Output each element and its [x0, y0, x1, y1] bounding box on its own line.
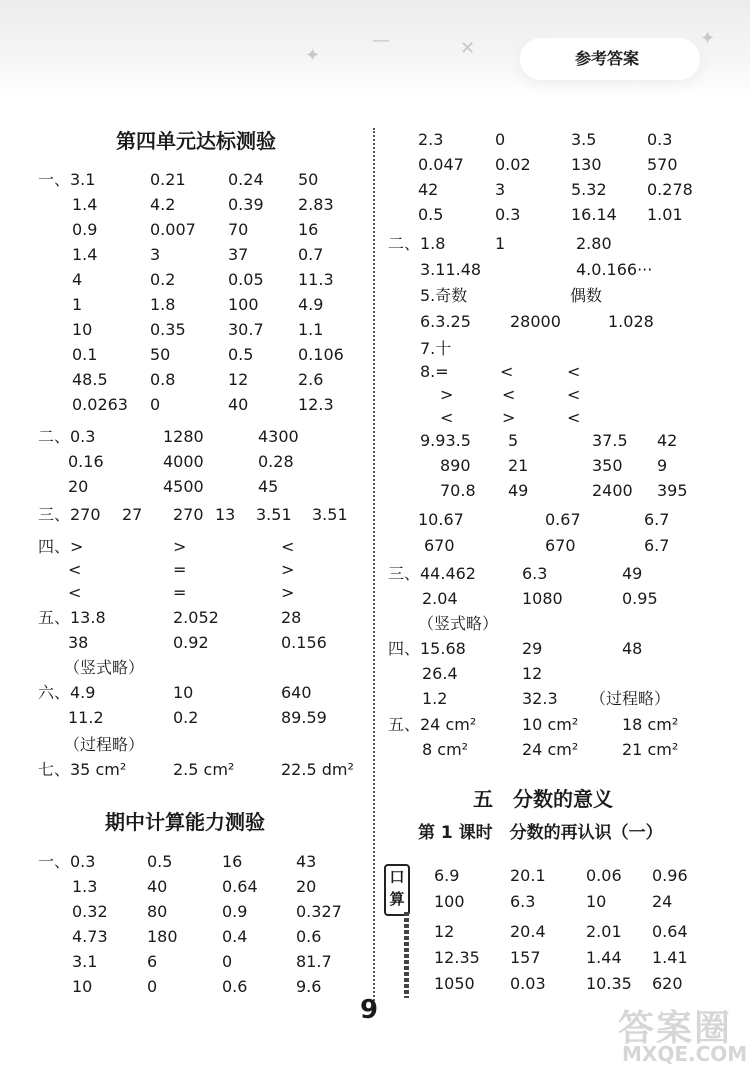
- right-answer-cell: 70.8: [440, 481, 476, 500]
- unit4-answer-cell: 38: [68, 633, 89, 652]
- unit4-answer-cell: 45: [258, 477, 279, 496]
- unit4-answer-cell: 28: [281, 608, 302, 627]
- unit4-answer-cell: 12: [228, 370, 249, 389]
- right-answer-cell: 1: [495, 234, 506, 253]
- unit4-answer-cell: 0.92: [173, 633, 209, 652]
- right-answer-cell: 37.5: [592, 431, 628, 450]
- right-answer-cell: 0.3: [495, 205, 521, 224]
- dotted-bar: [404, 912, 409, 998]
- unit4-answer-cell: 11.2: [68, 708, 104, 727]
- fraction-answer-cell: 1.44: [586, 948, 622, 967]
- unit4-answer-cell: 4.9: [298, 295, 324, 314]
- right-answer-cell: 3.11.48: [420, 260, 482, 279]
- unit4-answer-cell: 40: [228, 395, 249, 414]
- right-answer-cell: <: [500, 362, 514, 381]
- mental-math-badge: 口算: [384, 864, 410, 916]
- right-answer-cell: 二、1.8: [388, 234, 446, 253]
- midterm-answer-cell: 0.6: [222, 977, 248, 996]
- section-title-fractions: 五 分数的意义: [473, 787, 613, 811]
- right-answer-cell: 2.80: [576, 234, 612, 253]
- right-answer-cell: 350: [592, 456, 623, 475]
- unit4-answer-cell: 4.2: [150, 195, 176, 214]
- midterm-answer-cell: 4.73: [72, 927, 108, 946]
- midterm-answer-cell: 10: [72, 977, 93, 996]
- fraction-answer-cell: 0.64: [652, 922, 688, 941]
- right-answer-cell: 2.3: [418, 130, 444, 149]
- unit4-answer-cell: 16: [298, 220, 319, 239]
- unit4-answer-cell: 70: [228, 220, 249, 239]
- right-answer-cell: 1.028: [608, 312, 654, 331]
- unit4-answer-cell: 0.5: [228, 345, 254, 364]
- right-answer-cell: <: [502, 385, 516, 404]
- unit4-answer-cell: >: [281, 560, 295, 579]
- unit4-answer-cell: （过程略）: [64, 735, 145, 754]
- midterm-answer-cell: 43: [296, 852, 317, 871]
- unit4-answer-cell: 10: [173, 683, 194, 702]
- unit4-answer-cell: 10: [72, 320, 93, 339]
- fraction-answer-cell: 2.01: [586, 922, 622, 941]
- right-answer-cell: <: [567, 362, 581, 381]
- right-answer-cell: （过程略）: [590, 689, 671, 708]
- unit4-answer-cell: 七、35 cm²: [38, 760, 127, 779]
- fraction-answer-cell: 6.9: [434, 866, 460, 885]
- unit4-answer-cell: 50: [298, 170, 319, 189]
- unit4-answer-cell: 3.51: [312, 505, 348, 524]
- unit4-answer-cell: 48.5: [72, 370, 108, 389]
- unit4-answer-cell: 12.3: [298, 395, 334, 414]
- right-answer-cell: 32.3: [522, 689, 558, 708]
- right-answer-cell: 8.=: [420, 362, 449, 381]
- right-answer-cell: 1.01: [647, 205, 683, 224]
- right-answer-cell: 130: [571, 155, 602, 174]
- right-answer-cell: 5.32: [571, 180, 607, 199]
- right-answer-cell: 5: [508, 431, 519, 450]
- midterm-answer-cell: 一、0.3: [38, 852, 96, 871]
- right-answer-cell: 395: [657, 481, 688, 500]
- sparkle-icon: ✦: [305, 45, 321, 66]
- right-answer-cell: 1.2: [422, 689, 448, 708]
- fraction-answer-cell: 0.06: [586, 866, 622, 885]
- right-answer-cell: 1080: [522, 589, 563, 608]
- fraction-answer-cell: 1.41: [652, 948, 688, 967]
- unit4-answer-cell: 0.39: [228, 195, 264, 214]
- midterm-answer-cell: 0.32: [72, 902, 108, 921]
- right-answer-cell: 49: [622, 564, 643, 583]
- unit4-answer-cell: 1: [72, 295, 83, 314]
- right-answer-cell: 3: [495, 180, 506, 199]
- unit4-answer-cell: 一、3.1: [38, 170, 96, 189]
- unit4-answer-cell: 270: [173, 505, 204, 524]
- unit4-answer-cell: 0.28: [258, 452, 294, 471]
- right-answer-cell: 0.5: [418, 205, 444, 224]
- midterm-answer-cell: 0: [222, 952, 233, 971]
- right-answer-cell: 2.04: [422, 589, 458, 608]
- answer-label: 参考答案: [574, 49, 639, 68]
- unit4-answer-cell: <: [281, 537, 295, 556]
- unit4-answer-cell: >: [173, 537, 187, 556]
- dash-decoration: —: [372, 30, 390, 51]
- fraction-answer-cell: 10: [586, 892, 607, 911]
- right-answer-cell: 10.67: [418, 510, 464, 529]
- fraction-answer-cell: 0.96: [652, 866, 688, 885]
- right-answer-cell: 21: [508, 456, 529, 475]
- unit4-answer-cell: 4300: [258, 427, 299, 446]
- unit4-answer-cell: 1.8: [150, 295, 176, 314]
- unit4-answer-cell: 3: [150, 245, 161, 264]
- right-answer-cell: 570: [647, 155, 678, 174]
- unit4-answer-cell: 五、13.8: [38, 608, 106, 627]
- unit4-answer-cell: 3.51: [256, 505, 292, 524]
- unit4-answer-cell: >: [281, 583, 295, 602]
- fraction-answer-cell: 20.4: [510, 922, 546, 941]
- right-answer-cell: 4.0.166···: [576, 260, 653, 279]
- watermark-url: MXQE.COM: [622, 1042, 748, 1066]
- unit4-answer-cell: 0.2: [173, 708, 199, 727]
- right-answer-cell: 0.02: [495, 155, 531, 174]
- section-title-midterm: 期中计算能力测验: [105, 810, 265, 834]
- right-answer-cell: 2400: [592, 481, 633, 500]
- column-divider: [373, 128, 375, 1008]
- right-answer-cell: 28000: [510, 312, 561, 331]
- sparkle-icon: ✦: [700, 28, 716, 49]
- section-title-unit4: 第四单元达标测验: [116, 129, 276, 153]
- right-answer-cell: 670: [545, 536, 576, 555]
- unit4-answer-cell: 37: [228, 245, 249, 264]
- right-answer-cell: 29: [522, 639, 543, 658]
- midterm-answer-cell: 20: [296, 877, 317, 896]
- right-answer-cell: 670: [424, 536, 455, 555]
- right-answer-cell: 24 cm²: [522, 740, 579, 759]
- fraction-answer-cell: 10.35: [586, 974, 632, 993]
- right-answer-cell: 6.3.25: [420, 312, 471, 331]
- unit4-answer-cell: 0.156: [281, 633, 327, 652]
- watermark-logo: 答案圈: [618, 1008, 733, 1049]
- midterm-answer-cell: 80: [147, 902, 168, 921]
- right-answer-cell: 0.95: [622, 589, 658, 608]
- midterm-answer-cell: 3.1: [72, 952, 98, 971]
- unit4-answer-cell: 0.24: [228, 170, 264, 189]
- unit4-answer-cell: 0.2: [150, 270, 176, 289]
- right-answer-cell: 3.5: [571, 130, 597, 149]
- unit4-answer-cell: 0.16: [68, 452, 104, 471]
- midterm-answer-cell: 16: [222, 852, 243, 871]
- right-answer-cell: 890: [440, 456, 471, 475]
- page-number: 9: [360, 995, 379, 1025]
- unit4-answer-cell: 2.6: [298, 370, 324, 389]
- midterm-answer-cell: 40: [147, 877, 168, 896]
- unit4-answer-cell: 4000: [163, 452, 204, 471]
- unit4-answer-cell: 4: [72, 270, 83, 289]
- fraction-answer-cell: 6.3: [510, 892, 536, 911]
- unit4-answer-cell: 0.05: [228, 270, 264, 289]
- right-answer-cell: 6.3: [522, 564, 548, 583]
- right-answer-cell: 42: [657, 431, 678, 450]
- unit4-answer-cell: 11.3: [298, 270, 334, 289]
- unit4-answer-cell: =: [173, 560, 187, 579]
- right-answer-cell: <: [567, 385, 581, 404]
- lesson-subtitle: 第 1 课时 分数的再认识（一）: [418, 823, 663, 843]
- midterm-answer-cell: 0.9: [222, 902, 248, 921]
- right-answer-cell: 21 cm²: [622, 740, 679, 759]
- right-answer-cell: 5.奇数: [420, 286, 468, 305]
- midterm-answer-cell: 0.4: [222, 927, 248, 946]
- right-answer-cell: 三、44.462: [388, 564, 476, 583]
- cross-icon: ✕: [460, 38, 476, 59]
- unit4-answer-cell: 89.59: [281, 708, 327, 727]
- unit4-answer-cell: 0.8: [150, 370, 176, 389]
- right-answer-cell: 0.047: [418, 155, 464, 174]
- fraction-answer-cell: 1050: [434, 974, 475, 993]
- right-answer-cell: 9: [657, 456, 668, 475]
- unit4-answer-cell: 2.052: [173, 608, 219, 627]
- unit4-answer-cell: 1.4: [72, 245, 98, 264]
- fraction-answer-cell: 12.35: [434, 948, 480, 967]
- right-answer-cell: 48: [622, 639, 643, 658]
- right-answer-cell: 四、15.68: [388, 639, 466, 658]
- unit4-answer-cell: <: [68, 583, 82, 602]
- unit4-answer-cell: 二、0.3: [38, 427, 96, 446]
- unit4-answer-cell: 1280: [163, 427, 204, 446]
- unit4-answer-cell: 0.007: [150, 220, 196, 239]
- right-answer-cell: 6.7: [644, 510, 670, 529]
- fraction-answer-cell: 24: [652, 892, 673, 911]
- right-answer-cell: 42: [418, 180, 439, 199]
- unit4-answer-cell: 六、4.9: [38, 683, 96, 702]
- unit4-answer-cell: 0.106: [298, 345, 344, 364]
- unit4-answer-cell: <: [68, 560, 82, 579]
- unit4-answer-cell: 50: [150, 345, 171, 364]
- unit4-answer-cell: 100: [228, 295, 259, 314]
- unit4-answer-cell: 0.1: [72, 345, 98, 364]
- right-answer-cell: 0.67: [545, 510, 581, 529]
- right-answer-cell: 26.4: [422, 664, 458, 683]
- midterm-answer-cell: 9.6: [296, 977, 322, 996]
- unit4-answer-cell: 22.5 dm²: [281, 760, 354, 779]
- unit4-answer-cell: 0.35: [150, 320, 186, 339]
- right-answer-cell: 0.3: [647, 130, 673, 149]
- midterm-answer-cell: 0.327: [296, 902, 342, 921]
- unit4-answer-cell: 0.0263: [72, 395, 128, 414]
- unit4-answer-cell: 0: [150, 395, 161, 414]
- midterm-answer-cell: 180: [147, 927, 178, 946]
- right-answer-cell: 8 cm²: [422, 740, 469, 759]
- fraction-answer-cell: 100: [434, 892, 465, 911]
- unit4-answer-cell: 30.7: [228, 320, 264, 339]
- right-answer-cell: 10 cm²: [522, 715, 579, 734]
- unit4-answer-cell: 1.1: [298, 320, 324, 339]
- fraction-answer-cell: 0.03: [510, 974, 546, 993]
- midterm-answer-cell: 1.3: [72, 877, 98, 896]
- unit4-answer-cell: 2.83: [298, 195, 334, 214]
- unit4-answer-cell: 4500: [163, 477, 204, 496]
- right-answer-cell: >: [440, 385, 454, 404]
- unit4-answer-cell: 13: [215, 505, 236, 524]
- right-answer-cell: 49: [508, 481, 529, 500]
- midterm-answer-cell: 81.7: [296, 952, 332, 971]
- unit4-answer-cell: （竖式略）: [64, 658, 145, 677]
- midterm-answer-cell: 0.5: [147, 852, 173, 871]
- right-answer-cell: 9.93.5: [420, 431, 471, 450]
- unit4-answer-cell: 2.5 cm²: [173, 760, 235, 779]
- right-answer-cell: 0: [495, 130, 506, 149]
- right-answer-cell: <: [567, 408, 581, 427]
- unit4-answer-cell: =: [173, 583, 187, 602]
- unit4-answer-cell: 四、>: [38, 537, 84, 556]
- right-answer-cell: >: [502, 408, 516, 427]
- unit4-answer-cell: 20: [68, 477, 89, 496]
- fraction-answer-cell: 620: [652, 974, 683, 993]
- right-answer-cell: 偶数: [570, 286, 603, 305]
- right-answer-cell: 12: [522, 664, 543, 683]
- right-answer-cell: 16.14: [571, 205, 617, 224]
- unit4-answer-cell: 640: [281, 683, 312, 702]
- right-answer-cell: <: [440, 408, 454, 427]
- unit4-answer-cell: 27: [122, 505, 143, 524]
- right-answer-cell: 0.278: [647, 180, 693, 199]
- unit4-answer-cell: 三、270: [38, 505, 101, 524]
- right-answer-cell: 五、24 cm²: [388, 715, 477, 734]
- unit4-answer-cell: 0.21: [150, 170, 186, 189]
- unit4-answer-cell: 0.7: [298, 245, 324, 264]
- right-answer-cell: 18 cm²: [622, 715, 679, 734]
- right-answer-cell: 6.7: [644, 536, 670, 555]
- fraction-answer-cell: 12: [434, 922, 455, 941]
- midterm-answer-cell: 0: [147, 977, 158, 996]
- midterm-answer-cell: 0.6: [296, 927, 322, 946]
- fraction-answer-cell: 157: [510, 948, 541, 967]
- midterm-answer-cell: 0.64: [222, 877, 258, 896]
- unit4-answer-cell: 1.4: [72, 195, 98, 214]
- right-answer-cell: 7.十: [420, 339, 452, 358]
- fraction-answer-cell: 20.1: [510, 866, 546, 885]
- midterm-answer-cell: 6: [147, 952, 158, 971]
- unit4-answer-cell: 0.9: [72, 220, 98, 239]
- right-answer-cell: （竖式略）: [418, 614, 499, 633]
